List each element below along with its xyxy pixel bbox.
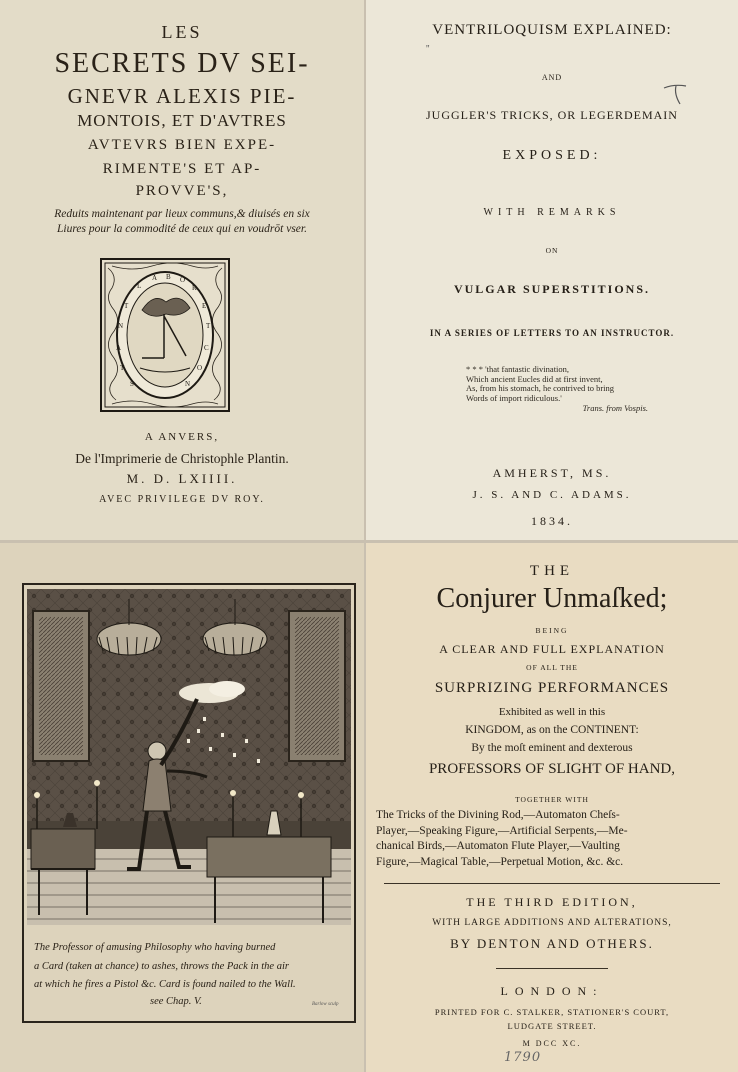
svg-text:N: N xyxy=(185,380,191,388)
svg-text:A: A xyxy=(116,344,122,352)
title-les: LES xyxy=(161,22,203,42)
title-line-5: RIMENTE'S ET AP- xyxy=(102,161,262,177)
additions: WITH LARGE ADDITIONS AND ALTERATIONS, xyxy=(432,918,672,928)
title-the: THE xyxy=(529,563,575,579)
imprint-printer: De l'Imprimerie de Christophle Plantin. xyxy=(75,451,289,466)
together-with: TOGETHER WITH xyxy=(515,795,589,804)
svg-text:T: T xyxy=(124,302,129,310)
svg-text:B: B xyxy=(166,273,171,281)
divider-rule xyxy=(496,968,608,969)
epigraph-line: Which ancient Eucles did at first invent, xyxy=(466,373,603,384)
subtitle-line-7: PROFESSORS OF SLIGHT OF HAND, xyxy=(428,761,676,777)
subtitle-line-4: Exhibited as well in this xyxy=(498,706,606,718)
svg-text:A: A xyxy=(152,274,158,282)
title-line-6: PROVVE'S, xyxy=(135,183,229,199)
title-line-1: SECRETS DV SEI- xyxy=(54,48,310,79)
contents-line: chanical Birds,—Automaton Flute Player,—Vaulting xyxy=(376,840,620,852)
contents-line: Figure,—Magical Table,—Perpetual Motion, &c. &c. xyxy=(376,855,624,868)
series-of-letters: IN A SERIES OF LETTERS TO AN INSTRUCTOR. xyxy=(429,328,675,338)
title-jugglers: JUGGLER'S TRICKS, OR LEGERDEMAIN xyxy=(426,108,678,122)
title-main: Conjurer Unmaſked; xyxy=(436,583,668,614)
title-exposed: EXPOSED: xyxy=(502,148,602,163)
engraver-signature: Barlow sculp xyxy=(312,1002,339,1007)
edition: THE THIRD EDITION, xyxy=(466,895,638,909)
divider-rule xyxy=(384,883,720,884)
contents-line: The Tricks of the Divining Rod,—Automaton Cheſs- xyxy=(376,809,620,821)
imprint-publisher: J. S. AND C. ADAMS. xyxy=(472,489,632,501)
pencil-mark xyxy=(658,80,698,108)
subtitle-line-1: A CLEAR AND FULL EXPLANATION xyxy=(439,642,665,656)
svg-text:C: C xyxy=(204,344,209,352)
title-and: AND xyxy=(541,73,563,82)
imprint-date: M DCC XC. xyxy=(522,1039,582,1048)
subtitle-line-5: KINGDOM, as on the CONTINENT: xyxy=(465,724,639,736)
svg-text:O: O xyxy=(180,276,186,284)
caption-line: at which he fires a Pistol &c. Card is found nailed to the Wall. xyxy=(34,979,296,990)
frontispiece-engraving-page xyxy=(0,543,364,1072)
imprint-city: AMHERST, MS. xyxy=(492,466,612,480)
title-line-4: AVTEVRS BIEN EXPE- xyxy=(87,137,277,153)
ink-specks: '' xyxy=(426,44,430,55)
handwritten-year: 1790 xyxy=(504,1050,542,1065)
imprint-place: A ANVERS, xyxy=(144,431,220,443)
subtitle-line-6: By the moſt eminent and dexterous xyxy=(471,742,633,754)
contents-line: Player,—Speaking Figure,—Artificial Serpents,—Me- xyxy=(376,824,628,837)
imprint-privilege: AVEC PRIVILEGE DV ROY. xyxy=(99,494,265,505)
epigraph-line: Words of import ridiculous.' xyxy=(466,392,562,403)
author-line: BY DENTON AND OTHERS. xyxy=(450,936,654,951)
subtitle-line-2: OF ALL THE xyxy=(526,663,578,672)
title-page-conjurer xyxy=(366,543,738,1072)
epigraph-line: As, from his stomach, he contrived to bring xyxy=(466,383,615,393)
epigraph-source: Trans. from Vospis. xyxy=(582,403,648,413)
imprint-city: LONDON: xyxy=(500,984,604,998)
svg-text:N: N xyxy=(118,322,124,330)
title-line-2: GNEVR ALEXIS PIE- xyxy=(67,84,297,108)
svg-text:T: T xyxy=(120,364,125,372)
contents-paragraph xyxy=(376,808,728,870)
printers-device-emblem xyxy=(100,258,230,412)
caption-line: The Professor of amusing Philosophy who having burned xyxy=(34,942,276,953)
subtitle-line-3: SURPRIZING PERFORMANCES xyxy=(434,680,670,696)
svg-text:E: E xyxy=(202,302,207,310)
caption-line: see Chap. V. xyxy=(150,996,202,1007)
subtitle-line-2: Liures pour la commodité de ceux qui en voudrōt vser. xyxy=(57,223,307,235)
caption-line: a Card (taken at chance) to ashes, throws the Pack in the air xyxy=(34,961,289,972)
imprint-printer-2: LUDGATE STREET. xyxy=(507,1021,597,1031)
with-remarks: WITH REMARKS xyxy=(483,207,621,218)
title-on: ON xyxy=(545,246,559,255)
engraving-illustration xyxy=(27,589,351,925)
vulgar-superstitions: VULGAR SUPERSTITIONS. xyxy=(453,282,651,296)
epigraph xyxy=(466,365,614,403)
svg-text:T: T xyxy=(206,322,211,330)
svg-text:L: L xyxy=(137,282,142,290)
title-page-ventriloquism xyxy=(366,0,738,540)
svg-text:R: R xyxy=(192,284,197,292)
imprint-printer-1: PRINTED FOR C. STALKER, STATIONER'S COURT, xyxy=(434,1007,670,1017)
title-page-secrets xyxy=(0,0,364,540)
svg-text:S: S xyxy=(130,380,134,388)
subtitle-line-1: Reduits maintenant par lieux communs,& diuisés en six xyxy=(54,208,310,220)
svg-text:O: O xyxy=(197,364,203,372)
epigraph-line: * * * 'that fantastic divination, xyxy=(466,364,570,374)
title-line-3: MONTOIS, ET D'AVTRES xyxy=(77,111,287,130)
title-main: VENTRILOQUISM EXPLAINED: xyxy=(432,22,672,38)
imprint-date: M. D. LXIIII. xyxy=(126,471,238,486)
imprint-year: 1834. xyxy=(531,514,573,528)
title-being: BEING xyxy=(535,626,569,635)
